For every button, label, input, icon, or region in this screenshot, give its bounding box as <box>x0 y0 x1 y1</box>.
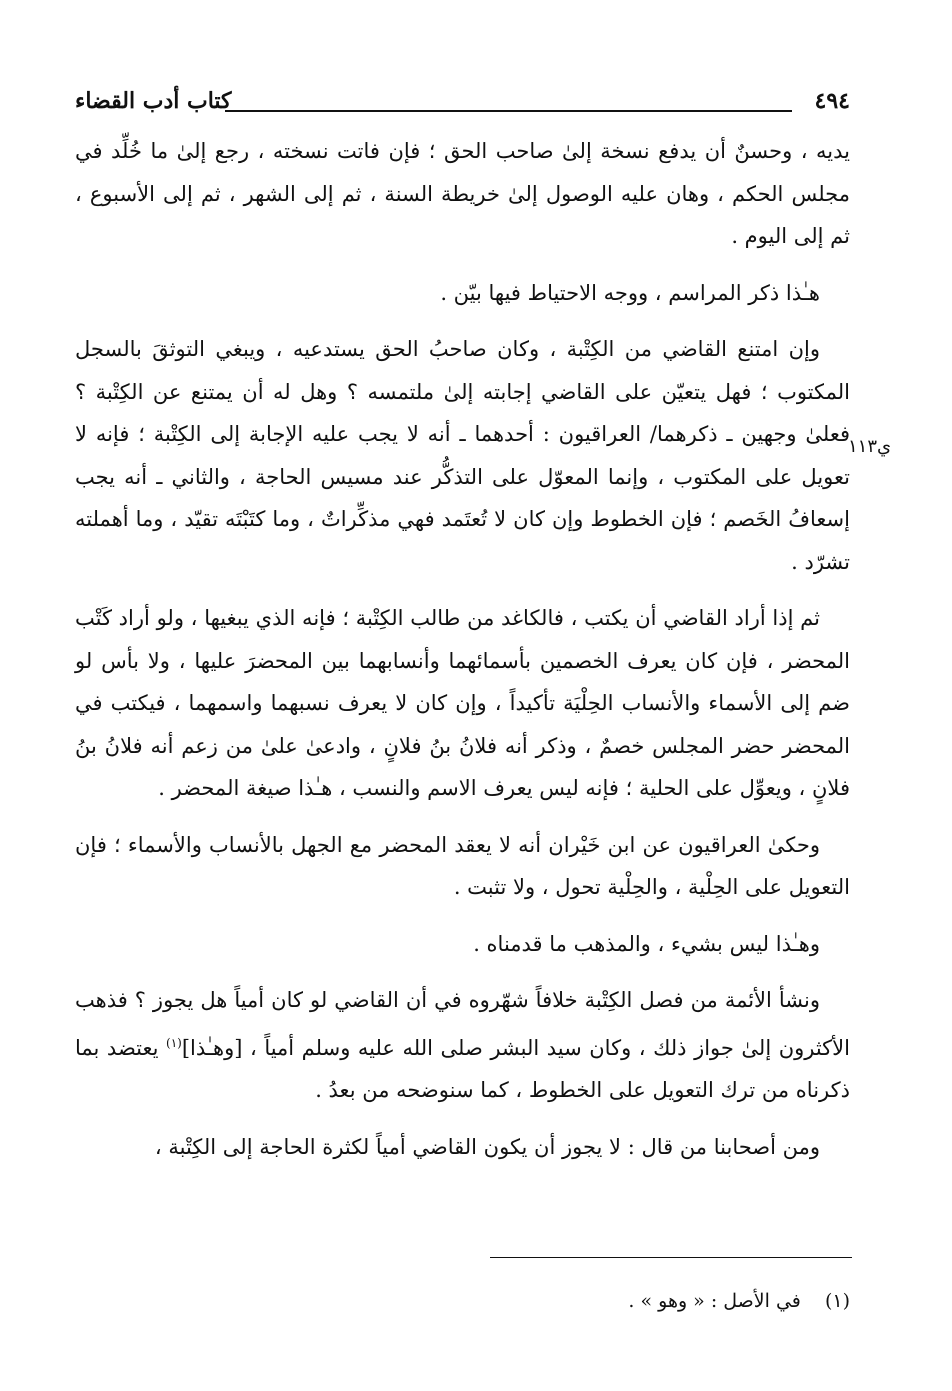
paragraph-3: وإن امتنع القاضي من الكِتْبة ، وكان صاحبُ الحق يستدعيه ، ويبغي التوثقَ بالسجل المكتوب ؛ فهل يتعيّن على القاضي إجابته إلىٰ ملتمسه ؟ وهل له أن يمتنع عن الكِتْبة ؟ فعلىٰ وجهين ـ ذكرهما/ العراقيون : أحدهما ـ أنه لا يجب عليه الإجابة إلى الكِتْبة ؛ فإنه لا تعويل على المكتوب ، وإنما المعوّل على التذكُّر عند مسيس الحاجة ، والثاني ـ أنه يجب إسعافُ الخَصم ؛ فإن الخطوط وإن كان لا تُعتَمد فهي مذكِّراتٌ ، وما كتَبْتَه تقيّد ، وما أهملته تشرّد . <box>75 337 850 574</box>
footnote-number: (١) <box>824 1290 850 1312</box>
page-number: ٤٩٤ <box>814 88 850 114</box>
footnote-ref: (١) <box>166 1035 182 1050</box>
paragraph-1: يديه ، وحسنٌ أن يدفع نسخة إلىٰ صاحب الحق ؛ فإن فاتت نسخته ، رجع إلىٰ ما خُلِّد في مجلس الحكم ، وهان عليه الوصول إلىٰ خريطة السنة ، ثم إلى الشهر ، ثم إلى الأسبوع ، ثم إلى اليوم . <box>75 139 850 248</box>
header-rule <box>225 110 792 112</box>
paragraph-4: ثم إذا أراد القاضي أن يكتب ، فالكاغد من طالب الكِتْبة ؛ فإنه الذي يبغيها ، ولو أراد كَتْب المحضر ، فإن كان يعرف الخصمين بأسمائهما وأنسابهما بين المحضرَ عليها ، ولا بأس لو ضم إلى الأسماء والأنساب الحِلْيَة تأكيداً ، وإن كان لا يعرف نسبهما واسمهما ، فيكتب في المحضر حضر المجلس خصمٌ ، وذكر أنه فلانُ بنُ فلانٍ ، وادعىٰ علىٰ من زعم أنه فلانُ بنُ فلانٍ ، ويعوِّل على الحلية ؛ فإنه ليس يعرف الاسم والنسب ، هـٰذا صيغة المحضر . <box>75 606 850 800</box>
paragraph-7-text: ونشأ الأئمة من فصل الكِتْبة خلافاً شهّروه في أن القاضي لو كان أمياً هل يجوز ؟ فذهب الأكثرون إلىٰ جواز ذلك ، وكان سيد البشر صلى الله عليه وسلم أمياً ، [وهـٰذا] <box>75 988 850 1060</box>
paragraph-5: وحكىٰ العراقيون عن ابن خَيْران أنه لا يعقد المحضر مع الجهل بالأنساب والأسماء ؛ فإن التعويل على الحِلْية ، والحِلْية تحول ، ولا تثبت . <box>75 832 850 899</box>
paragraph-7-cont: يعتضد بما ذكرناه من ترك التعويل على الخطوط ، كما سنوضحه من بعدُ . <box>75 1035 850 1102</box>
paragraph-2: هـٰذا ذكر المراسم ، ووجه الاحتياط فيها بيّن . <box>440 280 820 305</box>
footnote-rule <box>490 1257 852 1258</box>
margin-folio-note: ي١١٣ <box>848 436 892 457</box>
footnote-text: في الأصل : « وهو » . <box>628 1290 801 1312</box>
main-text <box>75 130 850 1182</box>
book-title: كتاب أدب القضاء <box>75 88 232 114</box>
paragraph-7 <box>75 979 850 1112</box>
paragraph-8: ومن أصحابنا من قال : لا يجوز أن يكون القاضي أمياً لكثرة الحاجة إلى الكِتْبة ، <box>154 1134 820 1159</box>
paragraph-6: وهـٰذا ليس بشيء ، والمذهب ما قدمناه . <box>473 931 820 956</box>
footnote <box>75 1290 850 1312</box>
page-header <box>75 88 850 122</box>
